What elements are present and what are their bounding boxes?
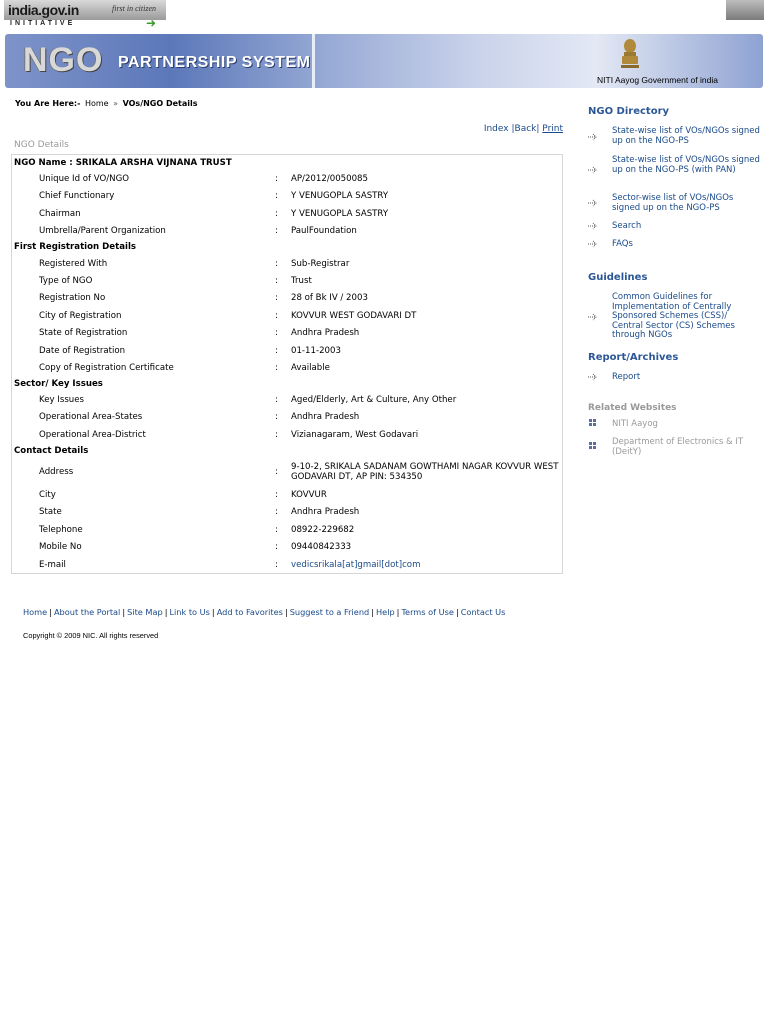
row-label: Mobile No xyxy=(39,542,82,552)
row-colon: : xyxy=(275,311,278,321)
row-colon: : xyxy=(275,209,278,219)
row-value: Sub-Registrar xyxy=(291,259,350,269)
index-link[interactable]: Index xyxy=(483,124,509,134)
section-title: NGO Details xyxy=(14,140,69,150)
row-colon: : xyxy=(275,412,278,422)
row-value: Y VENUGOPLA SASTRY xyxy=(291,191,389,201)
breadcrumb-label: You Are Here:- xyxy=(15,99,81,108)
row-label: Unique Id of VO/NGO xyxy=(39,174,130,184)
email-link[interactable]: vedicsrikala[at]gmail[dot]com xyxy=(291,560,421,570)
arrow-bullet-icon xyxy=(588,373,600,381)
toolbar-sep: | xyxy=(511,124,515,134)
row-label: E-mail xyxy=(39,560,66,570)
banner-title-rest: PARTNERSHIP SYSTEM xyxy=(118,54,311,71)
breadcrumb-separator: » xyxy=(113,99,119,108)
row-label: Registration No xyxy=(39,293,106,303)
row-label: Key Issues xyxy=(39,395,85,405)
row-value: Y VENUGOPLA SASTRY xyxy=(291,209,389,219)
breadcrumb xyxy=(15,99,198,108)
footer-sep: | xyxy=(371,607,374,617)
website-grid-icon xyxy=(588,419,600,427)
row-label: City of Registration xyxy=(39,311,122,321)
row-label: Operational Area-District xyxy=(39,430,146,440)
row-colon: : xyxy=(275,430,278,440)
row-value: Andhra Pradesh xyxy=(291,328,360,338)
row-colon: : xyxy=(275,346,278,356)
arrow-icon: ➜ xyxy=(146,16,157,30)
row-colon: : xyxy=(275,507,278,517)
row-label: Date of Registration xyxy=(39,346,126,356)
footer-sep: | xyxy=(49,607,52,617)
row-value: 9-10-2, SRIKALA SADANAM GOWTHAMI NAGAR KOVVUR WEST GODAVARI DT, AP PIN: 534350 xyxy=(291,462,559,482)
footer-sep: | xyxy=(284,607,288,617)
row-colon: : xyxy=(275,490,278,500)
report-archives-heading: Report/Archives xyxy=(588,352,679,363)
banner-divider xyxy=(312,34,315,88)
arrow-bullet-icon xyxy=(588,166,600,174)
sidebar-link-faqs[interactable]: FAQs xyxy=(612,239,633,249)
row-label: City xyxy=(39,490,56,500)
row-label: Umbrella/Parent Organization xyxy=(39,226,166,236)
footer-links xyxy=(23,607,505,617)
row-colon: : xyxy=(275,259,278,269)
row-value: AP/2012/0050085 xyxy=(291,174,368,184)
toolbar-sep: | xyxy=(536,124,540,134)
footer-link-contact[interactable]: Contact Us xyxy=(460,607,506,617)
row-colon: : xyxy=(275,395,278,405)
footer-sep: | xyxy=(455,607,459,617)
row-value: 28 of Bk IV / 2003 xyxy=(291,293,368,303)
related-link-niti-aayog[interactable]: NITI Aayog xyxy=(612,419,658,429)
row-value: Andhra Pradesh xyxy=(291,507,360,517)
copyright-text: Copyright © 2009 NIC. All rights reserved xyxy=(23,631,159,640)
first-registration-heading: First Registration Details xyxy=(14,242,137,252)
footer-sep: | xyxy=(164,607,168,617)
footer-link-terms[interactable]: Terms of Use xyxy=(401,607,454,617)
row-colon: : xyxy=(275,467,278,477)
sidebar-link-report[interactable]: Report xyxy=(612,372,641,382)
back-link[interactable]: Back xyxy=(514,124,537,134)
row-value: 08922-229682 xyxy=(291,525,355,535)
row-value: KOVVUR xyxy=(291,490,327,500)
banner-gov-text: NITI Aayog Government of india xyxy=(597,75,718,85)
row-label: Type of NGO xyxy=(39,276,93,286)
top-right-button[interactable] xyxy=(726,0,764,20)
row-colon: : xyxy=(275,560,278,570)
india-gov-logo-tagline: first in citizen xyxy=(112,4,156,13)
breadcrumb-home-link[interactable]: Home xyxy=(84,99,109,108)
footer-sep: | xyxy=(211,607,215,617)
footer-link-about[interactable]: About the Portal xyxy=(53,607,121,617)
row-label: State of Registration xyxy=(39,328,128,338)
row-label: Chairman xyxy=(39,209,81,219)
row-value: 09440842333 xyxy=(291,542,352,552)
row-colon: : xyxy=(275,293,278,303)
footer-link-favorites[interactable]: Add to Favorites xyxy=(216,607,283,617)
footer-link-home[interactable]: Home xyxy=(23,607,48,617)
row-value: Trust xyxy=(291,276,312,286)
row-label: Operational Area-States xyxy=(39,412,143,422)
row-colon: : xyxy=(275,276,278,286)
row-value: KOVVUR WEST GODAVARI DT xyxy=(291,311,417,321)
banner-title-ngo: NGO xyxy=(23,41,104,79)
row-value: PaulFoundation xyxy=(291,226,357,236)
arrow-bullet-icon xyxy=(588,240,600,248)
national-emblem-icon xyxy=(619,38,641,72)
ngo-directory-heading: NGO Directory xyxy=(588,106,670,117)
ngo-name-heading: NGO Name : SRIKALA ARSHA VIJNANA TRUST xyxy=(14,158,232,168)
footer-sep: | xyxy=(122,607,126,617)
sidebar-link-state-wise-list[interactable]: State-wise list of VOs/NGOs signed up on the NGO-PS xyxy=(612,126,760,146)
arrow-bullet-icon xyxy=(588,133,600,141)
row-colon: : xyxy=(275,542,278,552)
row-colon: : xyxy=(275,328,278,338)
footer-link-help[interactable]: Help xyxy=(376,607,395,617)
sector-key-issues-heading: Sector/ Key Issues xyxy=(14,379,103,389)
row-colon: : xyxy=(275,525,278,535)
row-value: Andhra Pradesh xyxy=(291,412,360,422)
arrow-bullet-icon xyxy=(588,313,600,321)
row-label: Address xyxy=(39,467,74,477)
guidelines-heading: Guidelines xyxy=(588,272,648,283)
sidebar-link-sector-wise[interactable]: Sector-wise list of VOs/NGOs signed up on the NGO-PS xyxy=(612,193,734,213)
contact-details-heading: Contact Details xyxy=(14,446,89,456)
row-colon: : xyxy=(275,226,278,236)
sidebar-link-common-guidelines[interactable]: Common Guidelines for Implementation of Centrally Sponsored Schemes (CSS)/ Central Sector (CS) Schemes through NGOs xyxy=(612,292,735,340)
india-gov-logo[interactable] xyxy=(4,0,166,30)
sidebar-link-search[interactable]: Search xyxy=(612,221,642,231)
india-gov-logo-text: india.gov.in xyxy=(8,2,79,18)
arrow-bullet-icon xyxy=(588,222,600,230)
footer-link-sitemap[interactable]: Site Map xyxy=(127,607,163,617)
row-label: Chief Functionary xyxy=(39,191,115,201)
footer-link-link-to-us[interactable]: Link to Us xyxy=(169,607,210,617)
row-value: Vizianagaram, West Godavari xyxy=(291,430,419,440)
footer-sep: | xyxy=(396,607,400,617)
row-colon: : xyxy=(275,363,278,373)
ngo-details-table xyxy=(11,154,563,574)
india-gov-logo-sub: INITIATIVE xyxy=(10,20,76,27)
row-value: Available xyxy=(291,363,330,373)
row-label: State xyxy=(39,507,62,517)
row-colon: : xyxy=(275,191,278,201)
page-toolbar xyxy=(484,124,563,134)
sidebar-link-state-wise-pan[interactable]: State-wise list of VOs/NGOs signed up on the NGO-PS (with PAN) xyxy=(612,155,760,175)
arrow-bullet-icon xyxy=(588,199,600,207)
related-link-deity[interactable]: Department of Electronics & IT (DeitY) xyxy=(612,437,744,457)
website-grid-icon xyxy=(588,442,600,450)
row-label: Copy of Registration Certificate xyxy=(39,363,174,373)
footer-link-suggest[interactable]: Suggest to a Friend xyxy=(289,607,370,617)
row-value: Aged/Elderly, Art & Culture, Any Other xyxy=(291,395,457,405)
row-label: Telephone xyxy=(39,525,83,535)
related-websites-heading: Related Websites xyxy=(588,403,677,413)
row-value: 01-11-2003 xyxy=(291,346,341,356)
row-colon: : xyxy=(275,174,278,184)
row-label: Registered With xyxy=(39,259,108,269)
ngo-ps-banner xyxy=(5,34,763,88)
print-link[interactable]: Print xyxy=(542,124,563,134)
breadcrumb-current: VOs/NGO Details xyxy=(122,99,198,108)
